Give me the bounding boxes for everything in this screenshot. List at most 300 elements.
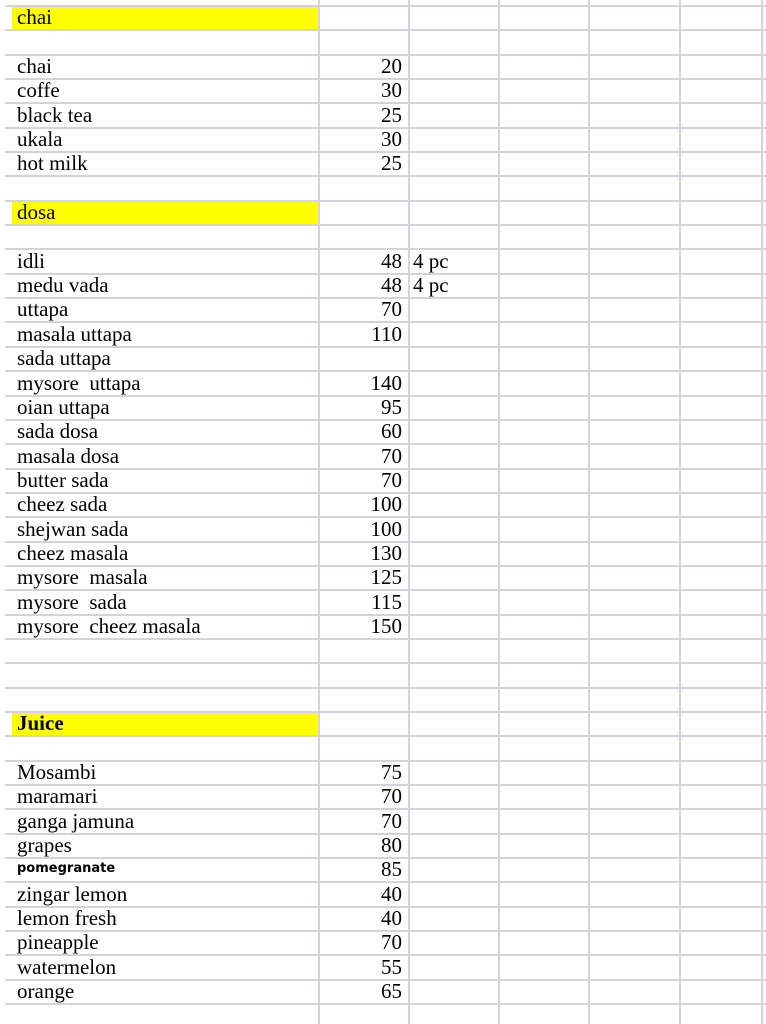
- empty-cell[interactable]: [410, 859, 500, 883]
- empty-cell[interactable]: [590, 762, 681, 786]
- price-cell[interactable]: [320, 543, 410, 567]
- empty-cell[interactable]: [410, 689, 500, 713]
- empty-cell[interactable]: [500, 323, 590, 347]
- item-name-cell[interactable]: [5, 762, 320, 786]
- sheet-row: [5, 762, 766, 786]
- empty-cell[interactable]: [410, 421, 500, 445]
- empty-cell[interactable]: [410, 494, 500, 518]
- item-name-cell[interactable]: [5, 981, 320, 1005]
- empty-cell[interactable]: [500, 737, 590, 761]
- item-name: coffe: [17, 80, 60, 103]
- price-cell[interactable]: [320, 883, 410, 907]
- empty-cell[interactable]: [681, 640, 763, 664]
- sheet-row: [5, 7, 766, 31]
- empty-cell[interactable]: [681, 1005, 763, 1024]
- empty-cell[interactable]: [500, 518, 590, 542]
- section-header-cell[interactable]: [5, 7, 320, 31]
- price-cell[interactable]: [320, 397, 410, 421]
- empty-cell[interactable]: [5, 0, 320, 7]
- item-price: 85: [381, 859, 402, 882]
- sheet-row: [5, 859, 766, 883]
- empty-cell[interactable]: [500, 202, 590, 226]
- item-name-cell[interactable]: [5, 470, 320, 494]
- empty-cell[interactable]: [410, 591, 500, 615]
- empty-cell[interactable]: [590, 275, 681, 299]
- price-cell[interactable]: [320, 494, 410, 518]
- empty-cell[interactable]: [681, 956, 763, 980]
- empty-cell[interactable]: [681, 494, 763, 518]
- empty-cell[interactable]: [590, 835, 681, 859]
- empty-cell[interactable]: [500, 762, 590, 786]
- price-cell[interactable]: [320, 275, 410, 299]
- empty-cell[interactable]: [681, 616, 763, 640]
- item-name-cell[interactable]: [5, 932, 320, 956]
- empty-cell[interactable]: [500, 616, 590, 640]
- empty-cell[interactable]: [320, 737, 410, 761]
- price-cell[interactable]: [320, 518, 410, 542]
- price-cell[interactable]: [320, 786, 410, 810]
- empty-cell[interactable]: [590, 518, 681, 542]
- empty-cell[interactable]: [500, 883, 590, 907]
- sheet-row: [5, 518, 766, 542]
- empty-cell[interactable]: [410, 664, 500, 688]
- empty-cell[interactable]: [5, 689, 320, 713]
- item-name-cell[interactable]: [5, 56, 320, 80]
- price-cell[interactable]: [320, 932, 410, 956]
- empty-cell[interactable]: [320, 689, 410, 713]
- empty-cell[interactable]: [500, 153, 590, 177]
- empty-cell[interactable]: [410, 786, 500, 810]
- empty-cell[interactable]: [590, 786, 681, 810]
- item-name-cell[interactable]: [5, 80, 320, 104]
- empty-cell[interactable]: [410, 616, 500, 640]
- price-cell[interactable]: [320, 323, 410, 347]
- empty-cell[interactable]: [590, 664, 681, 688]
- sheet-row: [5, 713, 766, 737]
- price-cell[interactable]: [320, 421, 410, 445]
- empty-cell[interactable]: [681, 177, 763, 201]
- empty-cell[interactable]: [681, 762, 763, 786]
- item-name-cell[interactable]: [5, 445, 320, 469]
- empty-cell[interactable]: [5, 737, 320, 761]
- empty-cell[interactable]: [500, 689, 590, 713]
- empty-cell[interactable]: [5, 1005, 320, 1024]
- empty-cell[interactable]: [320, 348, 410, 372]
- empty-cell[interactable]: [590, 153, 681, 177]
- empty-cell[interactable]: [410, 908, 500, 932]
- empty-cell[interactable]: [681, 689, 763, 713]
- item-name: lemon fresh: [17, 907, 117, 931]
- empty-cell[interactable]: [590, 1005, 681, 1024]
- empty-cell[interactable]: [681, 202, 763, 226]
- empty-cell[interactable]: [590, 250, 681, 274]
- empty-cell[interactable]: [410, 810, 500, 834]
- item-name: butter sada: [17, 469, 109, 492]
- sheet-row: [5, 981, 766, 1005]
- empty-cell[interactable]: [500, 421, 590, 445]
- empty-cell[interactable]: [410, 737, 500, 761]
- sheet-row: [5, 323, 766, 347]
- empty-cell[interactable]: [500, 129, 590, 153]
- empty-cell[interactable]: [5, 226, 320, 250]
- empty-cell[interactable]: [500, 226, 590, 250]
- item-price: 100: [370, 493, 402, 517]
- empty-cell[interactable]: [500, 981, 590, 1005]
- empty-cell[interactable]: [500, 494, 590, 518]
- empty-cell[interactable]: [410, 956, 500, 980]
- item-price: 70: [381, 469, 402, 492]
- empty-cell[interactable]: [500, 275, 590, 299]
- price-cell[interactable]: [320, 372, 410, 396]
- empty-cell[interactable]: [410, 7, 500, 31]
- sheet-row: [5, 104, 766, 128]
- empty-cell[interactable]: [500, 932, 590, 956]
- empty-cell[interactable]: [590, 689, 681, 713]
- empty-cell[interactable]: [590, 56, 681, 80]
- note-cell[interactable]: [410, 275, 500, 299]
- empty-cell[interactable]: [590, 31, 681, 55]
- empty-cell[interactable]: [500, 397, 590, 421]
- item-name-cell[interactable]: [5, 348, 320, 372]
- item-name-cell[interactable]: [5, 275, 320, 299]
- empty-cell[interactable]: [590, 956, 681, 980]
- item-name: masala uttapa: [17, 323, 132, 346]
- empty-cell[interactable]: [500, 786, 590, 810]
- item-name-cell[interactable]: [5, 518, 320, 542]
- empty-cell[interactable]: [500, 956, 590, 980]
- empty-cell[interactable]: [681, 445, 763, 469]
- empty-cell[interactable]: [590, 591, 681, 615]
- sheet-row: [5, 956, 766, 980]
- empty-cell[interactable]: [410, 177, 500, 201]
- empty-cell[interactable]: [590, 177, 681, 201]
- empty-cell[interactable]: [410, 299, 500, 323]
- price-cell[interactable]: [320, 762, 410, 786]
- empty-cell[interactable]: [590, 908, 681, 932]
- empty-cell[interactable]: [590, 397, 681, 421]
- empty-cell[interactable]: [590, 80, 681, 104]
- empty-cell[interactable]: [681, 567, 763, 591]
- item-name: mysore cheez masala: [17, 615, 201, 638]
- empty-cell[interactable]: [320, 640, 410, 664]
- empty-cell[interactable]: [500, 543, 590, 567]
- empty-cell[interactable]: [681, 323, 763, 347]
- item-name-cell[interactable]: [5, 859, 320, 883]
- empty-cell[interactable]: [410, 323, 500, 347]
- empty-cell[interactable]: [500, 859, 590, 883]
- empty-cell[interactable]: [590, 445, 681, 469]
- empty-cell[interactable]: [410, 470, 500, 494]
- empty-cell[interactable]: [681, 7, 763, 31]
- empty-cell[interactable]: [500, 7, 590, 31]
- price-cell[interactable]: [320, 56, 410, 80]
- empty-cell[interactable]: [410, 883, 500, 907]
- empty-cell[interactable]: [590, 567, 681, 591]
- empty-cell[interactable]: [681, 397, 763, 421]
- empty-cell[interactable]: [590, 494, 681, 518]
- empty-cell[interactable]: [681, 543, 763, 567]
- item-name-cell[interactable]: [5, 323, 320, 347]
- empty-cell[interactable]: [681, 226, 763, 250]
- empty-cell[interactable]: [590, 981, 681, 1005]
- empty-cell[interactable]: [590, 810, 681, 834]
- item-name-cell[interactable]: [5, 397, 320, 421]
- empty-cell[interactable]: [590, 7, 681, 31]
- empty-cell[interactable]: [410, 762, 500, 786]
- empty-cell[interactable]: [320, 713, 410, 737]
- sheet-row: [5, 737, 766, 761]
- empty-cell[interactable]: [590, 0, 681, 7]
- empty-cell[interactable]: [5, 640, 320, 664]
- empty-cell[interactable]: [410, 1005, 500, 1024]
- empty-cell[interactable]: [500, 591, 590, 615]
- empty-cell[interactable]: [500, 80, 590, 104]
- empty-cell[interactable]: [500, 810, 590, 834]
- empty-cell[interactable]: [681, 0, 763, 7]
- sheet-row: [5, 786, 766, 810]
- sheet-row: [5, 372, 766, 396]
- empty-cell[interactable]: [681, 591, 763, 615]
- empty-cell[interactable]: [681, 104, 763, 128]
- price-cell[interactable]: [320, 153, 410, 177]
- empty-cell[interactable]: [681, 810, 763, 834]
- price-cell[interactable]: [320, 470, 410, 494]
- item-price: 125: [370, 566, 402, 590]
- item-name-cell[interactable]: [5, 810, 320, 834]
- item-name-cell[interactable]: [5, 883, 320, 907]
- empty-cell[interactable]: [410, 56, 500, 80]
- empty-cell[interactable]: [590, 640, 681, 664]
- price-cell[interactable]: [320, 104, 410, 128]
- empty-cell[interactable]: [590, 104, 681, 128]
- empty-cell[interactable]: [410, 80, 500, 104]
- empty-cell[interactable]: [410, 567, 500, 591]
- empty-cell[interactable]: [410, 835, 500, 859]
- empty-cell[interactable]: [590, 202, 681, 226]
- empty-cell[interactable]: [681, 153, 763, 177]
- empty-cell[interactable]: [681, 981, 763, 1005]
- item-name-cell[interactable]: [5, 543, 320, 567]
- empty-cell[interactable]: [500, 908, 590, 932]
- empty-cell[interactable]: [410, 713, 500, 737]
- empty-cell[interactable]: [500, 250, 590, 274]
- empty-cell[interactable]: [500, 1005, 590, 1024]
- sheet-row: [5, 640, 766, 664]
- empty-cell[interactable]: [590, 323, 681, 347]
- item-name-cell[interactable]: [5, 250, 320, 274]
- sheet-row: [5, 80, 766, 104]
- empty-cell[interactable]: [681, 664, 763, 688]
- empty-cell[interactable]: [500, 664, 590, 688]
- price-cell[interactable]: [320, 80, 410, 104]
- empty-cell[interactable]: [500, 567, 590, 591]
- section-header-label: Juice: [17, 712, 64, 736]
- empty-cell[interactable]: [500, 56, 590, 80]
- empty-cell[interactable]: [500, 372, 590, 396]
- empty-cell[interactable]: [410, 348, 500, 372]
- item-name: watermelon: [17, 956, 117, 979]
- item-price: 55: [381, 956, 402, 979]
- price-cell[interactable]: [320, 616, 410, 640]
- item-name-cell[interactable]: [5, 616, 320, 640]
- empty-cell[interactable]: [590, 883, 681, 907]
- price-cell[interactable]: [320, 299, 410, 323]
- item-name: cheez masala: [17, 542, 129, 565]
- item-name-cell[interactable]: [5, 104, 320, 128]
- section-header-cell[interactable]: [5, 713, 320, 737]
- empty-cell[interactable]: [5, 664, 320, 688]
- item-name-cell[interactable]: [5, 956, 320, 980]
- empty-cell[interactable]: [500, 31, 590, 55]
- empty-cell[interactable]: [410, 397, 500, 421]
- empty-cell[interactable]: [410, 31, 500, 55]
- item-name-cell[interactable]: [5, 299, 320, 323]
- price-cell[interactable]: [320, 908, 410, 932]
- empty-cell[interactable]: [681, 859, 763, 883]
- empty-cell[interactable]: [681, 908, 763, 932]
- price-cell[interactable]: [320, 591, 410, 615]
- empty-cell[interactable]: [681, 737, 763, 761]
- empty-cell[interactable]: [500, 445, 590, 469]
- empty-cell[interactable]: [410, 640, 500, 664]
- empty-cell[interactable]: [681, 713, 763, 737]
- item-price: 25: [381, 104, 402, 127]
- empty-cell[interactable]: [590, 421, 681, 445]
- empty-cell[interactable]: [681, 80, 763, 104]
- item-name: Mosambi: [17, 761, 97, 784]
- item-name-cell[interactable]: [5, 129, 320, 153]
- empty-cell[interactable]: [590, 226, 681, 250]
- empty-cell[interactable]: [320, 202, 410, 226]
- item-name-cell[interactable]: [5, 835, 320, 859]
- item-name-cell[interactable]: [5, 421, 320, 445]
- empty-cell[interactable]: [681, 129, 763, 153]
- item-price: 75: [381, 761, 402, 784]
- empty-cell[interactable]: [590, 129, 681, 153]
- empty-cell[interactable]: [410, 104, 500, 128]
- empty-cell[interactable]: [681, 421, 763, 445]
- empty-cell[interactable]: [590, 543, 681, 567]
- spreadsheet: [5, 0, 766, 1024]
- empty-cell[interactable]: [500, 177, 590, 201]
- item-name-cell[interactable]: [5, 567, 320, 591]
- empty-cell[interactable]: [410, 226, 500, 250]
- empty-cell[interactable]: [500, 348, 590, 372]
- section-header-label: chai: [17, 7, 52, 30]
- empty-cell[interactable]: [590, 470, 681, 494]
- empty-cell[interactable]: [590, 859, 681, 883]
- sheet-row: [5, 129, 766, 153]
- empty-cell[interactable]: [681, 932, 763, 956]
- empty-cell[interactable]: [320, 177, 410, 201]
- item-name-cell[interactable]: [5, 786, 320, 810]
- empty-cell[interactable]: [410, 153, 500, 177]
- empty-cell[interactable]: [681, 786, 763, 810]
- item-name: mysore uttapa: [17, 372, 141, 395]
- empty-cell[interactable]: [590, 372, 681, 396]
- empty-cell[interactable]: [590, 616, 681, 640]
- empty-cell[interactable]: [410, 202, 500, 226]
- price-cell[interactable]: [320, 956, 410, 980]
- empty-cell[interactable]: [410, 543, 500, 567]
- section-highlight: [12, 7, 318, 29]
- empty-cell[interactable]: [5, 31, 320, 55]
- price-cell[interactable]: [320, 250, 410, 274]
- empty-cell[interactable]: [5, 177, 320, 201]
- empty-cell[interactable]: [590, 713, 681, 737]
- item-note: 4 pc: [413, 274, 449, 298]
- empty-cell[interactable]: [681, 250, 763, 274]
- item-name: shejwan sada: [17, 518, 129, 541]
- empty-cell[interactable]: [681, 518, 763, 542]
- empty-cell[interactable]: [500, 299, 590, 323]
- empty-cell[interactable]: [320, 664, 410, 688]
- empty-cell[interactable]: [590, 348, 681, 372]
- empty-cell[interactable]: [500, 0, 590, 7]
- empty-cell[interactable]: [681, 275, 763, 299]
- item-name-cell[interactable]: [5, 908, 320, 932]
- price-cell[interactable]: [320, 445, 410, 469]
- empty-cell[interactable]: [500, 835, 590, 859]
- empty-cell[interactable]: [320, 31, 410, 55]
- empty-cell[interactable]: [590, 932, 681, 956]
- empty-cell[interactable]: [320, 0, 410, 7]
- empty-cell[interactable]: [320, 7, 410, 31]
- price-cell[interactable]: [320, 129, 410, 153]
- item-price: 65: [381, 980, 402, 1004]
- empty-cell[interactable]: [410, 129, 500, 153]
- empty-cell[interactable]: [681, 835, 763, 859]
- empty-cell[interactable]: [410, 518, 500, 542]
- empty-cell[interactable]: [590, 737, 681, 761]
- empty-cell[interactable]: [681, 56, 763, 80]
- price-cell[interactable]: [320, 835, 410, 859]
- item-name: sada uttapa: [17, 347, 111, 371]
- note-cell[interactable]: [410, 250, 500, 274]
- empty-cell[interactable]: [681, 348, 763, 372]
- empty-cell[interactable]: [681, 299, 763, 323]
- section-header-cell[interactable]: [5, 202, 320, 226]
- sheet-row: [5, 689, 766, 713]
- price-cell[interactable]: [320, 981, 410, 1005]
- empty-cell[interactable]: [590, 299, 681, 323]
- empty-cell[interactable]: [500, 104, 590, 128]
- empty-cell[interactable]: [500, 713, 590, 737]
- empty-cell[interactable]: [681, 31, 763, 55]
- item-price: 48: [381, 274, 402, 298]
- empty-cell[interactable]: [681, 372, 763, 396]
- item-name-cell[interactable]: [5, 372, 320, 396]
- sheet-row: [5, 56, 766, 80]
- item-name-cell[interactable]: [5, 591, 320, 615]
- empty-cell[interactable]: [500, 640, 590, 664]
- empty-cell[interactable]: [320, 226, 410, 250]
- item-name-cell[interactable]: [5, 153, 320, 177]
- empty-cell[interactable]: [681, 470, 763, 494]
- price-cell[interactable]: [320, 810, 410, 834]
- empty-cell[interactable]: [410, 445, 500, 469]
- empty-cell[interactable]: [681, 883, 763, 907]
- empty-cell[interactable]: [410, 0, 500, 7]
- empty-cell[interactable]: [500, 470, 590, 494]
- empty-cell[interactable]: [410, 932, 500, 956]
- price-cell[interactable]: [320, 859, 410, 883]
- empty-cell[interactable]: [410, 372, 500, 396]
- item-name-cell[interactable]: [5, 494, 320, 518]
- price-cell[interactable]: [320, 567, 410, 591]
- empty-cell[interactable]: [410, 981, 500, 1005]
- empty-cell[interactable]: [320, 1005, 410, 1024]
